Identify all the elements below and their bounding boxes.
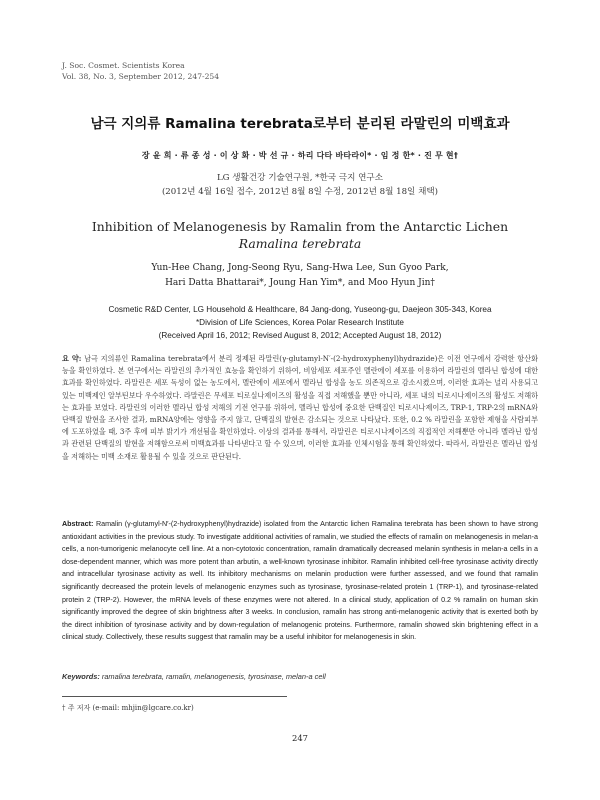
journal-citation	[62, 60, 219, 82]
corresponding-author-footnote: † 주 저자 (e-mail: mhjin@lgcare.co.kr)	[62, 704, 194, 712]
keywords-label: Keywords:	[62, 672, 100, 681]
korean-abstract	[62, 353, 538, 463]
korean-abstract-label: 요 약:	[62, 354, 82, 363]
korean-authors: 장 윤 희 · 류 종 성 · 이 상 화 · 박 선 규 · 하리 다타 바타라이* · 임 정 한* · 진 무 현†	[141, 151, 459, 160]
english-title-main: Inhibition of Melanogenesis by Ramalin from the Antarctic Lichen	[91, 219, 509, 234]
footnote-divider	[62, 696, 287, 697]
english-abstract-label: Abstract:	[62, 520, 94, 528]
korean-affiliation-institutes: LG 생활건강 기술연구원, *한국 극지 연구소	[216, 173, 384, 183]
english-authors	[0, 261, 600, 291]
english-title	[0, 218, 600, 252]
korean-abstract-text: 남극 지의류인 Ramalina terebrata에서 분리 정제된 라말린(γ-glutamyl-N′-(2-hydroxyphenyl)hydrazide)은 이전 연구에서 강력한 항산화능을 확인하였다. 본 연구에서는 라말린의 추가적인 효능을 확인하기 위하여, 비암세포 세포주인 멜란에이 세포를 이용하여 라말린의 멜라닌 합성에 대한 효과를 확인하였다. 라말린은 세포 독성이 없는 농도에서, 멜란에이 세포에서 멜라닌 합성을 농도 의존적으로 감소시켰으며, 이러한 효과는 널리 사용되고 있는 미백제인 알부틴보다 우수하였다. 라말린은 무세포 티로실나제이즈의 활성을 직접 저해했을 뿐만 아니라, 세포 내의 티로시나제이즈의 활성도 저해하는 효과를 보였다. 라말린의 이러한 멜라닌 합성 저해의 기전 연구를 위하여, 멜라닌 합성에 중요한 단백질인 티로시나제이즈, TRP-1, TRP-2의 mRNA와 단백질 발현을 조사한 결과, mRNA양에는 영향을 주지 않고, 단백질의 발현은 감소되는 것으로 나타났다. 또한, 0.2 % 라말린을 포함한 제형을 사람피부에 도포하였을 때, 3주 후에 피부 밝기가 개선됨을 확인하였다. 이상의 결과를 통해서, 라말린은 티로시나제이즈의 직접적인 저해뿐만 아니라 멜라닌 합성과 관련된 단백질의 발현을 저해함으로써 미백효과를 나타낸다고 할 수 있으며, 이러한 효과를 인체시험을 통해 확인하였다. 따라서, 라말린은 멜라닌 합성을 저해하는 미백 소재로 활용될 수 있을 것으로 판단된다.	[62, 354, 538, 461]
korean-affiliation	[0, 171, 600, 199]
english-affiliation	[0, 303, 600, 342]
english-authors-line1: Yun-Hee Chang, Jong-Seong Ryu, Sang-Hwa Lee, Sun Gyoo Park,	[151, 263, 449, 273]
english-abstract	[62, 518, 538, 644]
korean-affiliation-dates: (2012년 4월 16일 접수, 2012년 8월 8일 수정, 2012년 8월 18일 채택)	[161, 187, 439, 197]
english-affiliation-lg: Cosmetic R&D Center, LG Household & Healthcare, 84 Jang-dong, Yuseong-gu, Daejeon 305-343, Korea	[108, 305, 492, 314]
english-title-species: Ramalina terebrata	[238, 236, 362, 251]
keywords-text: ramalina terebrata, ramalin, melanogenesis, tyrosinase, melan-a cell	[101, 672, 326, 681]
journal-name: J. Soc. Cosmet. Scientists Korea	[62, 61, 185, 70]
korean-title: 남극 지의류 Ramalina terebrata로부터 분리된 라말린의 미백효과	[90, 116, 510, 132]
keywords	[62, 672, 538, 681]
page-number: 247	[292, 733, 308, 743]
english-affiliation-kopri: *Division of Life Sciences, Korea Polar Research Institute	[196, 318, 404, 327]
english-abstract-text: Ramalin (γ-glutamyl-N′-(2-hydroxyphenyl)hydrazide) isolated from the Antarctic lichen Ramalina terebrata has been shown to have strong antioxidant activities in the previous study. To investigate additional activities of ramalin, we studied the effects of ramalin on melanogenesis in melan-a cells, a non-tumorigenic melanocyte cell line. At a non-cytotoxic concentration, ramalin dramatically decreased melanin synthesis in melan-a cells in a dose-dependent manner, which was more potent than arbutin, a well-known tyrosinase inhibitor. Ramalin inhibited cell-free tyrosinase activity directly and intracellular tyrosinase activity as well. Its inhibitory mechanisms on melanin production were further assessed, and we found that ramalin significantly decreased the protein levels of melanogenic enzymes such as tyrosinase, tyrosinase-related protein 1 (TRP-1), and tyrosinase-related protein 2 (TRP-2). However, the mRNA levels of these enzymes were not altered. In a clinical study, application of 0.2 % ramalin on human skin significantly improved the degree of skin brightness after 3 weeks. In conclusion, ramalin has strong anti-melanogenic activity that is exerted both by the direct inhibition of tyrosinase activity and by down-regulation of melanogenic proteins. Furthermore, ramalin showed skin brightening effect in a clinical study. Collectively, these results suggest that ramalin may be a useful inhibitor for melanogenesis in skin.	[62, 520, 538, 642]
english-affiliation-dates: (Received April 16, 2012; Revised August 8, 2012; Accepted August 18, 2012)	[158, 331, 442, 340]
english-authors-line2: Hari Datta Bhattarai*, Joung Han Yim*, and Moo Hyun Jin†	[165, 278, 435, 288]
journal-volume: Vol. 38, No. 3, September 2012, 247-254	[62, 72, 220, 81]
